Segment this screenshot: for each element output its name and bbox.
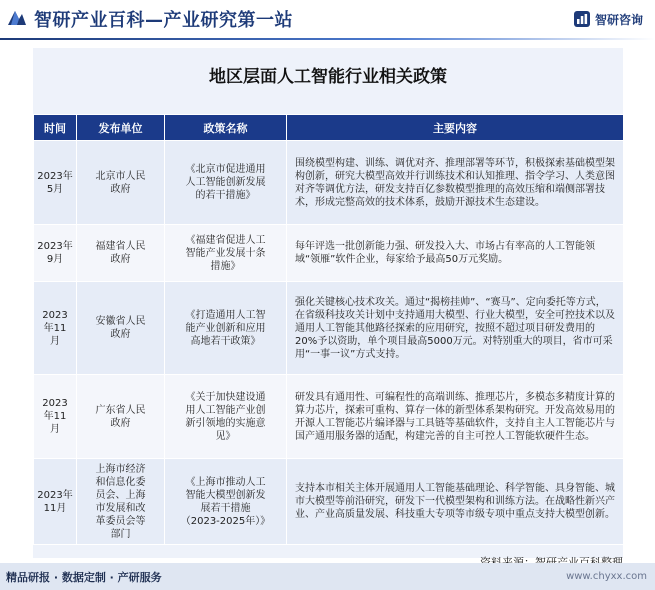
- table-row: [34, 459, 624, 545]
- cell-time: 2023 年11 月: [34, 282, 77, 375]
- cell-publisher: 上海市经济 和信息化委 员会、上海 市发展和改 革委员会等 部门: [77, 459, 165, 545]
- column-header-policy: 政策名称: [165, 115, 287, 141]
- cell-policy: 《打造通用人工智 能产业创新和应用 高地若干政策》: [165, 282, 287, 375]
- table-row: [34, 282, 624, 375]
- cell-policy: 《关于加快建设通 用人工智能产业创 新引领地的实施意 见》: [165, 375, 287, 459]
- table-body: [34, 141, 624, 545]
- table-row: [34, 141, 624, 225]
- table-row: [34, 375, 624, 459]
- column-header-content: 主要内容: [287, 115, 624, 141]
- cell-content: 研发具有通用性、可编程性的高端训练、推理芯片，多模态多精度计算的算力芯片，探索可重构、算存一体的新型体系架构研究。开发高效易用的开源人工智能芯片编译器与工具链等基础软件，支持自主人工智能芯片与国产通用服务器的适配，构建完善的自主可控人工智能软硬件生态。: [287, 375, 624, 459]
- site-title: 智研产业百科—产业研究第一站: [34, 10, 293, 31]
- cell-content: 强化关键核心技术攻关。通过“揭榜挂帅”、“赛马”、定向委托等方式，在省级科技攻关计划中支持通用大模型、行业大模型，安全可控技术以及通用人工智能其他路径探索的应用研究，按照不超过项目研发费用的20%予以资助，单个项目最高5000万元。对特别重大的项目，省市可采用“一事一议”方式支持。: [287, 282, 624, 375]
- cell-publisher: 福建省人民 政府: [77, 225, 165, 282]
- cell-time: 2023年 11月: [34, 459, 77, 545]
- table-row: [34, 225, 624, 282]
- cell-publisher: 北京市人民 政府: [77, 141, 165, 225]
- content-frame: [33, 48, 623, 558]
- cell-publisher: 安徽省人民 政府: [77, 282, 165, 375]
- header-divider: [0, 38, 655, 40]
- brand-name: 智研咨询: [594, 12, 643, 27]
- cell-policy: 《上海市推动人工 智能大模型创新发 展若干措施 （2023-2025年）》: [165, 459, 287, 545]
- cell-content: 支持本市相关主体开展通用人工智能基础理论、科学智能、具身智能、城市大模型等前沿研究，研发下一代模型架构和训练方法。在战略性新兴产业、产业高质量发展、科技重大专项等市级专项中重点支持大模型创新。: [287, 459, 624, 545]
- site-header: [0, 0, 655, 38]
- policy-table: [33, 114, 624, 545]
- footer-bar: [0, 563, 655, 590]
- cell-time: 2023年 5月: [34, 141, 77, 225]
- brand-icon: [573, 10, 591, 28]
- cell-publisher: 广东省人民 政府: [77, 375, 165, 459]
- brand-logo[interactable]: [573, 10, 643, 28]
- footer-url[interactable]: www.chyxx.com: [566, 571, 647, 582]
- cell-time: 2023 年11 月: [34, 375, 77, 459]
- cell-content: 每年评选一批创新能力强、研发投入大、市场占有率高的人工智能领域“领雁”软件企业，每家给予最高50万元奖励。: [287, 225, 624, 282]
- footer-services: 精品研报 · 数据定制 · 产研服务: [6, 571, 162, 584]
- logo-icon: [6, 7, 28, 29]
- cell-policy: 《北京市促进通用 人工智能创新发展 的若干措施》: [165, 141, 287, 225]
- table-header-row: [34, 115, 624, 141]
- column-header-publisher: 发布单位: [77, 115, 165, 141]
- cell-time: 2023年 9月: [34, 225, 77, 282]
- page-title: 地区层面人工智能行业相关政策: [209, 67, 447, 87]
- cell-content: 围绕模型构建、训练、调优对齐、推理部署等环节，积极探索基础模型架构创新，研究大模型高效并行训练技术和认知推理、指令学习、人类意图对齐等调优方法，研发支持百亿参数模型推理的高效压缩和端侧部署技术，形成完整高效的技术体系，鼓励开源技术生态建设。: [287, 141, 624, 225]
- column-header-time: 时间: [34, 115, 77, 141]
- cell-policy: 《福建省促进人工 智能产业发展十条 措施》: [165, 225, 287, 282]
